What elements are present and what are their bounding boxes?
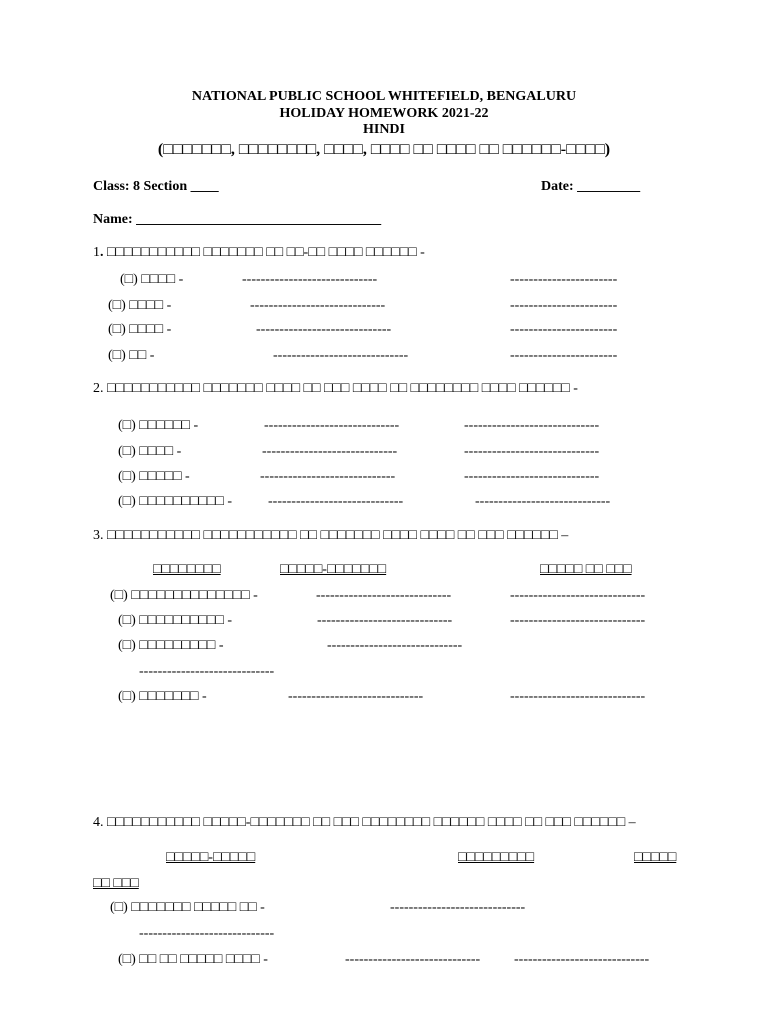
q3-item-blank[interactable]: -----------------------------: [139, 664, 275, 679]
question-1: [93, 245, 425, 261]
q3-item-blank[interactable]: -----------------------------: [317, 613, 453, 628]
q3-item-blank[interactable]: -----------------------------: [510, 613, 646, 628]
question-dot: .: [100, 245, 104, 260]
q2-item-blank[interactable]: -----------------------------: [464, 469, 600, 484]
q2-item-blank[interactable]: -----------------------------: [260, 469, 396, 484]
q3-item-blank[interactable]: -----------------------------: [288, 689, 424, 704]
q1-item-label: (□) □□□□ -: [108, 322, 172, 337]
q3-item-blank[interactable]: -----------------------------: [316, 588, 452, 603]
date-field: Date: _________: [541, 179, 641, 194]
q2-item-label: (□) □□□□□□ -: [118, 418, 199, 433]
question-3: [93, 528, 568, 544]
subject-title: HINDI: [362, 122, 405, 137]
q1-item-blank[interactable]: -----------------------------: [256, 322, 392, 337]
q4-column-header: □□□□□: [634, 850, 677, 865]
question-text: □□□□□□□□□□□ □□□□□□□ □□□□ □□ □□□ □□□□ □□ □□□□□□□□ □□□□ □□□□□□ -: [103, 381, 578, 396]
q3-item-label: (□) □□□□□□□ -: [118, 689, 207, 704]
q1-item-blank[interactable]: -----------------------------: [242, 272, 378, 287]
school-name: NATIONAL PUBLIC SCHOOL WHITEFIELD, BENGALURU: [191, 89, 577, 104]
question-4: [93, 815, 636, 831]
q3-item-label: (□) □□□□□□□□□□□□□□ -: [110, 588, 258, 603]
q2-item-label: (□) □□□□□□□□□□ -: [118, 494, 233, 509]
q1-item-label: (□) □□□□ -: [120, 272, 184, 287]
question-2: [93, 381, 578, 397]
q3-column-header: □□□□□□□□: [153, 562, 221, 577]
q1-item-blank[interactable]: -----------------------: [510, 298, 618, 313]
q2-item-blank[interactable]: -----------------------------: [464, 444, 600, 459]
q3-item-blank[interactable]: -----------------------------: [327, 638, 463, 653]
q4-column-header: □□ □□□: [93, 876, 139, 891]
q2-item-blank[interactable]: -----------------------------: [268, 494, 404, 509]
question-number: 3.: [93, 528, 104, 543]
question-number: 1: [93, 245, 100, 260]
q1-item-blank[interactable]: -----------------------: [510, 348, 618, 363]
q2-item-label: (□) □□□□ -: [118, 444, 182, 459]
q4-column-header: □□□□□□□□□: [458, 850, 535, 865]
q2-item-blank[interactable]: -----------------------------: [262, 444, 398, 459]
question-number: 2.: [93, 381, 104, 396]
q2-item-blank[interactable]: -----------------------------: [264, 418, 400, 433]
q1-item-blank[interactable]: -----------------------------: [250, 298, 386, 313]
class-section-field: Class: 8 Section ____: [93, 179, 219, 194]
q3-item-label: (□) □□□□□□□□□□ -: [118, 613, 233, 628]
q1-item-blank[interactable]: -----------------------: [510, 322, 618, 337]
q4-column-header: □□□□□-□□□□□: [166, 850, 256, 865]
q4-item-blank[interactable]: -----------------------------: [345, 952, 481, 967]
q3-item-label: (□) □□□□□□□□□ -: [118, 638, 224, 653]
q1-item-label: (□) □□□□ -: [108, 298, 172, 313]
topic-line: (□□□□□□□, □□□□□□□□, □□□□, □□□□ □□ □□□□ □□ □□□□□□-□□□□): [157, 141, 611, 158]
q4-item-blank[interactable]: -----------------------------: [390, 900, 526, 915]
q3-item-blank[interactable]: -----------------------------: [510, 588, 646, 603]
q4-item-blank[interactable]: -----------------------------: [139, 926, 275, 941]
question-number: 4.: [93, 815, 104, 830]
question-text: □□□□□□□□□□□ □□□□□□□□□□□ □□ □□□□□□□ □□□□ □□□□ □□ □□□ □□□□□□ –: [103, 528, 569, 543]
q3-item-blank[interactable]: -----------------------------: [510, 689, 646, 704]
q4-item-blank[interactable]: -----------------------------: [514, 952, 650, 967]
q4-item-label: (□) □□ □□ □□□□□ □□□□ -: [118, 952, 268, 967]
q3-column-header: □□□□□ □□ □□□: [540, 562, 632, 577]
q1-item-blank[interactable]: -----------------------: [510, 272, 618, 287]
q1-item-label: (□) □□ -: [108, 348, 155, 363]
q4-item-label: (□) □□□□□□□ □□□□□ □□ -: [110, 900, 265, 915]
name-field: Name: ___________________________________: [93, 212, 382, 227]
q2-item-blank[interactable]: -----------------------------: [475, 494, 611, 509]
q2-item-label: (□) □□□□□ -: [118, 469, 190, 484]
q3-column-header: □□□□□-□□□□□□□: [280, 562, 387, 577]
question-text: □□□□□□□□□□□ □□□□□-□□□□□□□ □□ □□□ □□□□□□□□ □□□□□□ □□□□ □□ □□□ □□□□□□ –: [103, 815, 636, 830]
q1-item-blank[interactable]: -----------------------------: [273, 348, 409, 363]
question-text: □□□□□□□□□□□ □□□□□□□ □□ □□-□□ □□□□ □□□□□□ -: [103, 245, 425, 260]
homework-title: HOLIDAY HOMEWORK 2021-22: [279, 106, 489, 121]
q2-item-blank[interactable]: -----------------------------: [464, 418, 600, 433]
